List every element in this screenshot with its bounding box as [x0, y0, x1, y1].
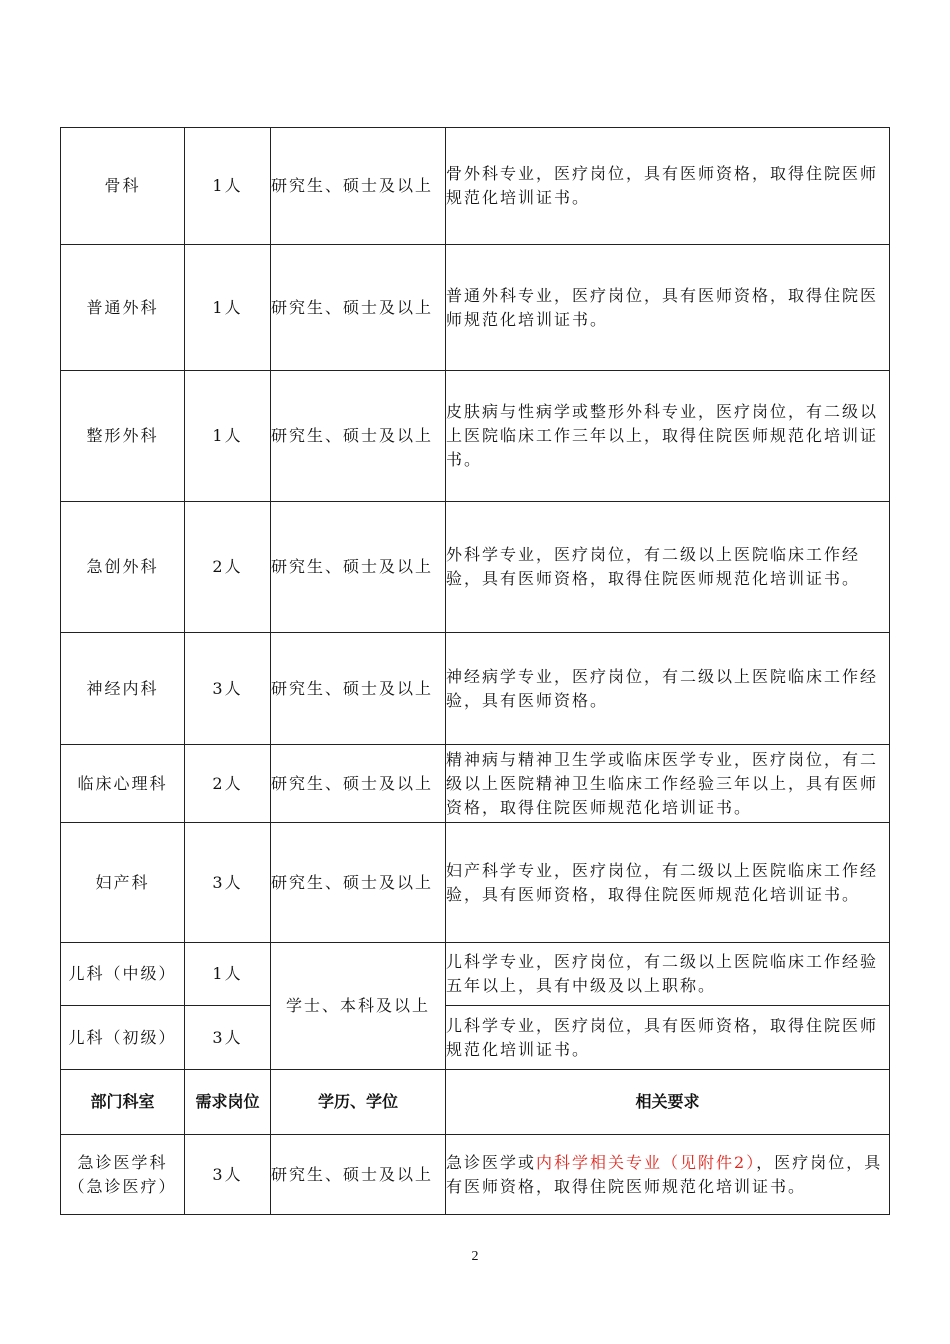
header-edu: 学历、学位 [271, 1070, 446, 1135]
page-number: 2 [471, 1249, 479, 1264]
table-row [61, 633, 890, 745]
table-row [61, 823, 890, 943]
requirement-cell: 神经病学专业，医疗岗位，有二级以上医院临床工作经验，具有医师资格。 [446, 633, 890, 745]
dept-line: 急诊医学科 [77, 1152, 168, 1172]
count-cell: 1人 [185, 943, 271, 1006]
edu-cell-merged: 学士、本科及以上 [271, 943, 446, 1070]
highlighted-requirement-text: 内科学相关专业（见附件2） [536, 1152, 757, 1172]
recruitment-table [60, 127, 890, 1215]
requirement-text: 急诊医学或 [446, 1152, 537, 1172]
requirement-cell: 儿科学专业，医疗岗位，有二级以上医院临床工作经验五年以上，具有中级及以上职称。 [446, 943, 890, 1006]
edu-cell: 研究生、硕士及以上 [271, 245, 446, 371]
requirement-cell: 普通外科专业，医疗岗位，具有医师资格，取得住院医师规范化培训证书。 [446, 245, 890, 371]
edu-cell: 研究生、硕士及以上 [271, 1135, 446, 1215]
count-cell: 1人 [185, 128, 271, 245]
edu-cell: 研究生、硕士及以上 [271, 128, 446, 245]
dept-cell: 神经内科 [61, 633, 185, 745]
table-row [61, 1135, 890, 1215]
dept-cell: 骨科 [61, 128, 185, 245]
edu-cell: 研究生、硕士及以上 [271, 633, 446, 745]
count-cell: 3人 [185, 823, 271, 943]
table-row [61, 128, 890, 245]
requirement-cell [446, 1135, 890, 1215]
table-row [61, 1006, 890, 1070]
requirement-cell: 精神病与精神卫生学或临床医学专业，医疗岗位，有二级以上医院精神卫生临床工作经验三年以上，具有医师资格，取得住院医师规范化培训证书。 [446, 745, 890, 823]
requirement-cell: 骨外科专业，医疗岗位，具有医师资格，取得住院医师规范化培训证书。 [446, 128, 890, 245]
requirement-cell: 儿科学专业，医疗岗位，具有医师资格，取得住院医师规范化培训证书。 [446, 1006, 890, 1070]
count-cell: 3人 [185, 633, 271, 745]
count-cell: 3人 [185, 1135, 271, 1215]
count-cell: 1人 [185, 371, 271, 502]
dept-cell: 普通外科 [61, 245, 185, 371]
dept-cell: 临床心理科 [61, 745, 185, 823]
table-row [61, 745, 890, 823]
count-cell: 2人 [185, 502, 271, 633]
dept-cell [61, 1135, 185, 1215]
requirement-cell: 皮肤病与性病学或整形外科专业，医疗岗位，有二级以上医院临床工作三年以上，取得住院医师规范化培训证书。 [446, 371, 890, 502]
dept-line: （急诊医疗） [68, 1176, 177, 1196]
dept-cell: 儿科（初级） [61, 1006, 185, 1070]
edu-cell: 研究生、硕士及以上 [271, 502, 446, 633]
header-count: 需求岗位 [185, 1070, 271, 1135]
edu-cell: 研究生、硕士及以上 [271, 371, 446, 502]
count-cell: 1人 [185, 245, 271, 371]
table-row [61, 502, 890, 633]
header-requirements: 相关要求 [446, 1070, 890, 1135]
table-row [61, 371, 890, 502]
edu-cell: 研究生、硕士及以上 [271, 823, 446, 943]
requirement-cell: 外科学专业，医疗岗位，有二级以上医院临床工作经验，具有医师资格，取得住院医师规范化培训证书。 [446, 502, 890, 633]
requirement-text: ，医疗岗位，具有医师资格，取得住院医师规范化培训证书。 [446, 1152, 883, 1196]
requirement-cell: 妇产科学专业，医疗岗位，有二级以上医院临床工作经验，具有医师资格，取得住院医师规范化培训证书。 [446, 823, 890, 943]
edu-cell: 研究生、硕士及以上 [271, 745, 446, 823]
table-row [61, 943, 890, 1006]
header-dept: 部门科室 [61, 1070, 185, 1135]
dept-cell: 妇产科 [61, 823, 185, 943]
dept-cell: 儿科（中级） [61, 943, 185, 1006]
count-cell: 3人 [185, 1006, 271, 1070]
count-cell: 2人 [185, 745, 271, 823]
table-row [61, 245, 890, 371]
dept-cell: 整形外科 [61, 371, 185, 502]
table-header-row [61, 1070, 890, 1135]
dept-cell: 急创外科 [61, 502, 185, 633]
